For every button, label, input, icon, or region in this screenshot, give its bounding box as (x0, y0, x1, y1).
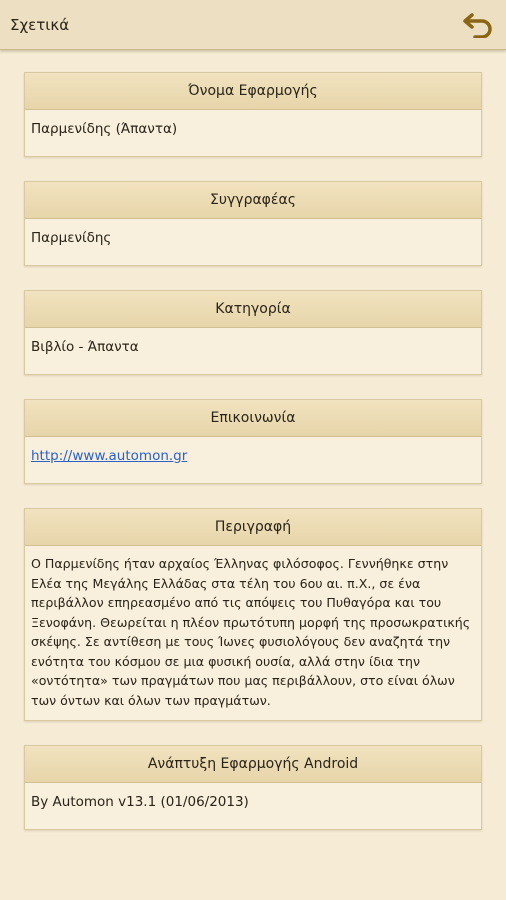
card-title: Κατηγορία (25, 291, 481, 328)
author-card (24, 181, 482, 266)
developer-value: By Automon v13.1 (01/06/2013) (31, 794, 249, 810)
category-value: Βιβλίο - Άπαντα (31, 339, 139, 355)
card-title: Ανάπτυξη Εφαρμογής Android (25, 746, 481, 783)
author-value: Παρμενίδης (31, 230, 112, 246)
contact-body (25, 437, 481, 483)
description-text: Ο Παρμενίδης ήταν αρχαίος Έλληνας φιλόσοφος. Γεννήθηκε στην Ελέα της Μεγάλης Ελλάδας στα τέλη του 6ου αι. π.Χ., σε ένα περιβάλλον επηρεασμένο από τις απόψεις του Πυθαγόρα και του Ξενοφάνη. Θεωρείται η πλέον πρωτότυπη μορφή της προσωκρατικής σκέψης. Σε αντίθεση με τους Ίωνες φυσιολόγους δεν αναζητά την ενότητα του κόσμου σε μια φυσική ουσία, αλλά στην ίδια την «οντότητα» των πραγμάτων που μας περιβάλλουν, στο είναι όλων των όντων και όλων των πραγμάτων. (31, 556, 471, 708)
back-button[interactable] (460, 7, 496, 43)
app-name-card (24, 72, 482, 157)
page-title: Σχετικά (10, 15, 70, 34)
category-card (24, 290, 482, 375)
card-title: Συγγραφέας (25, 182, 481, 219)
back-arrow-icon (463, 12, 493, 38)
description-card (24, 508, 482, 721)
top-bar (0, 0, 506, 50)
about-content (0, 50, 506, 830)
card-title: Όνομα Εφαρμογής (25, 73, 481, 110)
contact-card (24, 399, 482, 484)
website-link[interactable]: http://www.automon.gr (31, 448, 188, 464)
card-title: Περιγραφή (25, 509, 481, 546)
app-name-value: Παρμενίδης (Άπαντα) (31, 121, 178, 137)
card-title: Επικοινωνία (25, 400, 481, 437)
developer-card (24, 745, 482, 830)
